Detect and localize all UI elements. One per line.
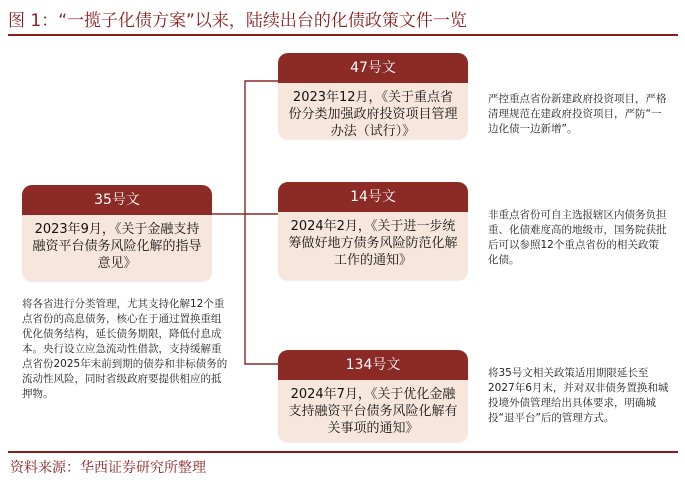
card-47	[278, 53, 468, 139]
note-47: 严控重点省份新建政府投资项目，严格清理规范在建政府投资项目，严防“一边化债一边新增”。	[488, 93, 667, 135]
card-body-47: 2023年12月，《关于重点省份分类加强政府投资项目管理办法（试行）》	[288, 90, 458, 139]
note-134: 将35号文相关政策适用期限延长至2027年6月末，并对双非债务置换和城投境外债管理给出具体要求，明确城投“退平台”后的管理方式。	[488, 367, 669, 424]
card-header-134: 134号文	[278, 350, 468, 380]
card-header-35: 35号文	[22, 185, 212, 215]
connector-47	[212, 81, 278, 214]
figure-title: 图 1：“一揽子化债方案”以来，陆续出台的化债政策文件一览	[8, 11, 467, 31]
card-body-35: 2023年9月，《关于金融支持融资平台债务风险化解的指导意见》	[32, 222, 202, 271]
card-35	[22, 185, 212, 281]
bottom-divider	[8, 451, 678, 453]
note-14: 非重点省份可自主选报辖区内债务负担重、化债难度高的地级市，国务院获批后可以参照12个重点省份的相关政策化债。	[488, 209, 667, 266]
card-body-14: 2024年2月，《关于进一步统筹做好地方债务风险防范化解工作的通知》	[288, 219, 458, 268]
note-35: 将各省进行分类管理，尤其支持化解12个重点省份的高息债务，核心在于通过置换重组优化债务结构，延长债务期限，降低付息成本。央行设立应急流动性借款，支持缓解重点省份2025年末前到期的债券和非标债务的流动性风险，同时省级政府要提供相应的抵押物。	[22, 298, 228, 400]
card-body-134: 2024年7月，《关于优化金融支持融资平台债务风险化解有关事项的通知》	[288, 387, 458, 436]
card-header-47: 47号文	[278, 53, 468, 83]
connector-134	[245, 214, 278, 364]
card-header-14: 14号文	[278, 182, 468, 212]
card-134	[278, 350, 468, 442]
card-14	[278, 182, 468, 280]
source-note: 资料来源：华西证券研究所整理	[10, 460, 206, 476]
